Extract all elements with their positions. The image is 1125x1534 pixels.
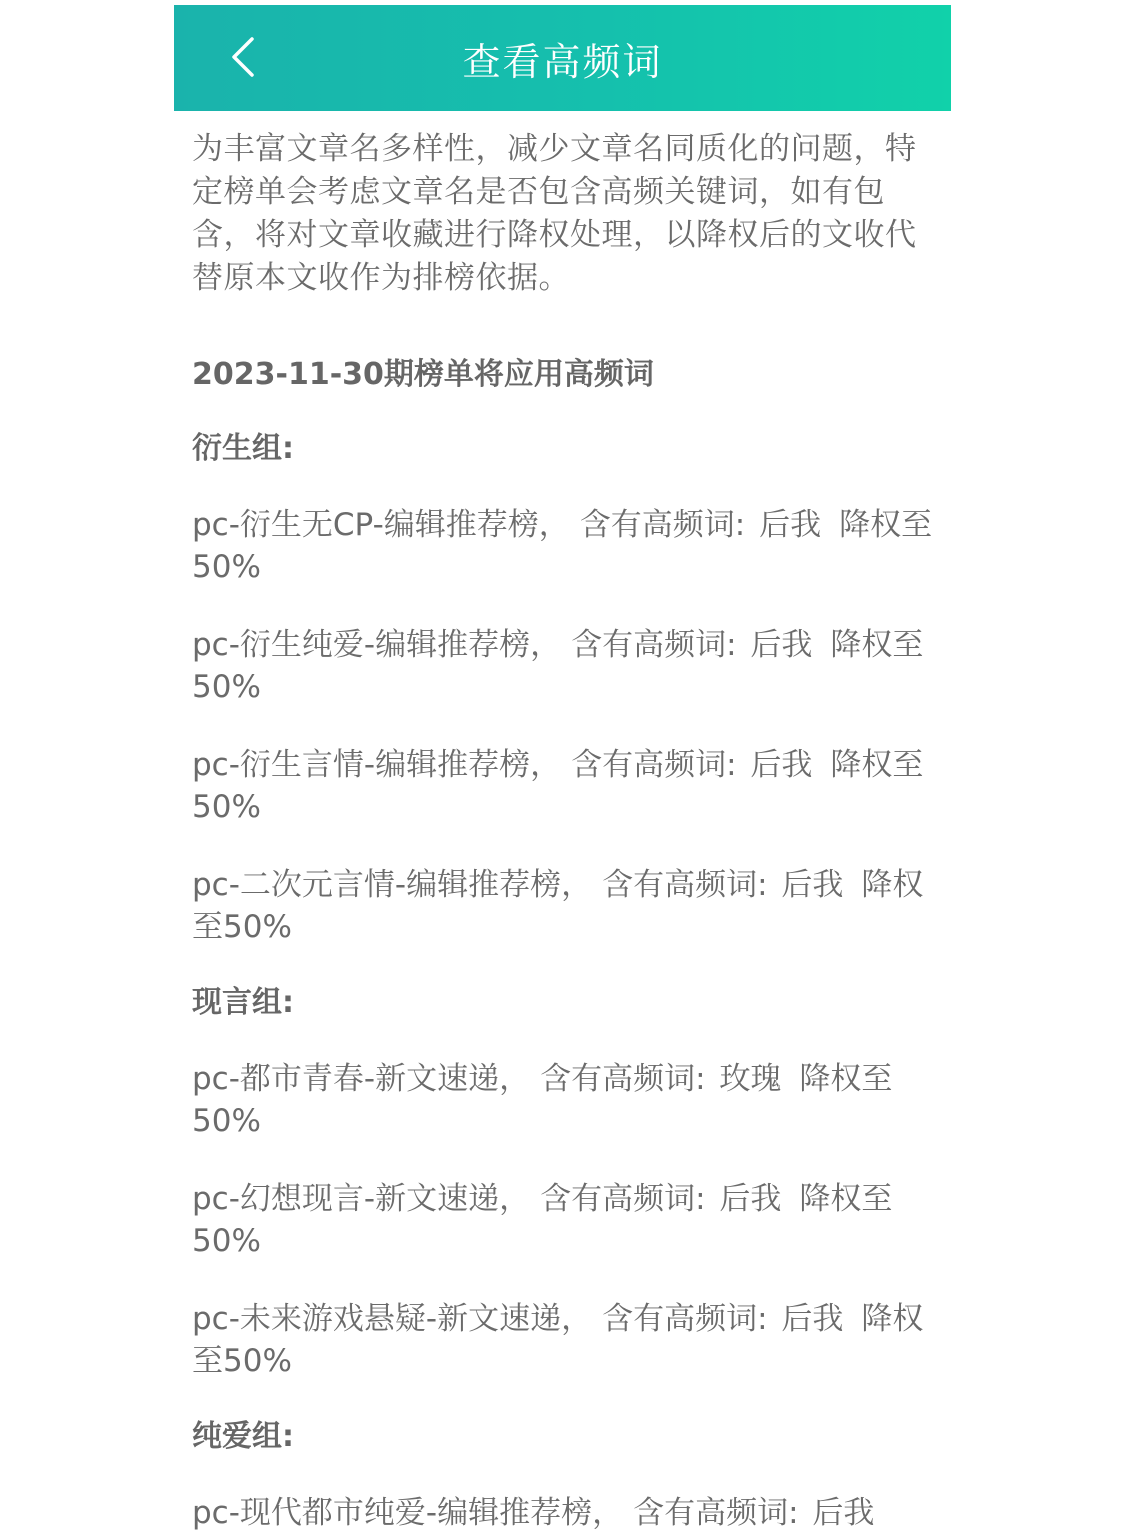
keyword: 后我 [802,1495,875,1531]
board-name: pc-衍生无CP-编辑推荐榜， [192,507,570,543]
list-item [192,1178,934,1262]
board-name: pc-衍生纯爱-编辑推荐榜， [192,627,562,663]
weight-rate: 降权至50% [192,1181,893,1259]
list-item [192,744,934,828]
keyword: 后我 [771,1301,844,1337]
weight-rate: 降权至50% [192,507,933,585]
keyword-label: 含有高频词: [633,1495,799,1531]
keyword: 玫瑰 [709,1061,782,1097]
list-item [192,504,934,588]
weight-rate: 降权至50% [192,627,924,705]
keyword: 后我 [771,867,844,903]
board-name: pc-幻想现言-新文速递， [192,1181,531,1217]
weight-rate: 降权至50% [192,747,924,825]
keyword-label: 含有高频词: [602,867,768,903]
board-name: pc-都市青春-新文速递， [192,1061,531,1097]
board-name: pc-衍生言情-编辑推荐榜， [192,747,562,783]
list-item [192,1298,934,1382]
weight-rate: 降权至50% [192,1301,924,1379]
board-name: pc-二次元言情-编辑推荐榜， [192,867,593,903]
keyword-label: 含有高频词: [602,1301,768,1337]
list-item [192,1492,934,1534]
group-title: 纯爱组: [192,1419,294,1454]
period-title: 2023-11-30期榜单将应用高频词 [192,357,654,392]
keyword-label: 含有高频词: [579,507,746,543]
group-title: 现言组: [192,985,294,1020]
keyword: 后我 [740,747,813,783]
weight-rate: 降权至50% [192,867,924,945]
keyword-label: 含有高频词: [571,627,737,663]
list-item [192,1058,934,1142]
list-item [192,864,934,948]
top-navigation-bar [174,5,951,111]
keyword: 后我 [749,507,822,543]
weight-rate: 降权至50% [192,1061,893,1139]
group-list [192,430,934,1534]
intro-text: 为丰富文章名多样性，减少文章名同质化的问题，特定榜单会考虑文章名是否包含高频关键词，如有包含，将对文章收藏进行降权处理，以降权后的文收代替原本文收作为排榜依据。 [192,131,917,296]
keyword-label: 含有高频词: [571,747,737,783]
keyword-label: 含有高频词: [540,1061,706,1097]
board-name: pc-现代都市纯爱-编辑推荐榜， [192,1495,624,1531]
keyword-label: 含有高频词: [540,1181,706,1217]
board-name: pc-未来游戏悬疑-新文速递， [192,1301,593,1337]
page-title: 查看高频词 [462,40,663,84]
content-area [192,128,934,1534]
keyword: 后我 [709,1181,782,1217]
keyword: 后我 [740,627,813,663]
group-title: 衍生组: [192,431,294,466]
list-item [192,624,934,708]
